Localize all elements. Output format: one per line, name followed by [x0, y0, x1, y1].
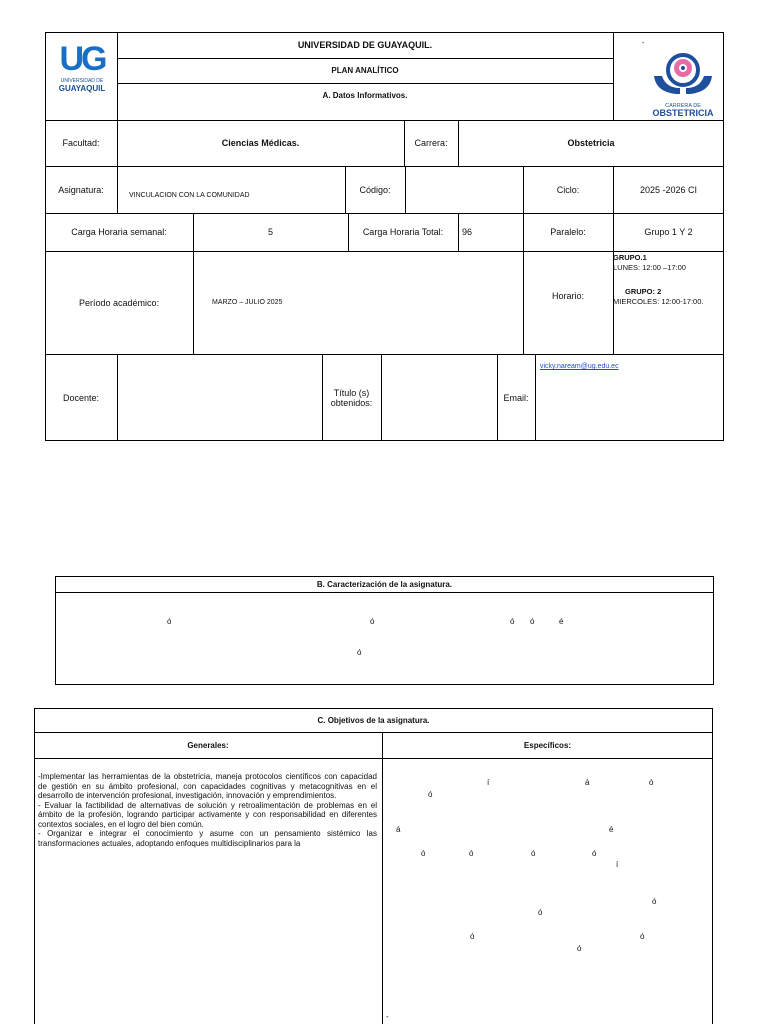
accent-mark: á [585, 778, 590, 787]
titulo-value [381, 354, 497, 441]
docente-value [117, 354, 322, 441]
accent-mark: í [487, 778, 490, 787]
asignatura-label: Asignatura: [58, 184, 104, 195]
accent-mark: é [559, 617, 564, 626]
accent-mark: ó [538, 908, 543, 917]
ug-logo: UG UNIVERSIDAD DE GUAYAQUIL [50, 42, 114, 108]
carrera-label: Carrera: [414, 138, 448, 148]
codigo-value [405, 166, 523, 213]
accent-mark: ó [357, 648, 362, 657]
accent-mark: ó [370, 617, 375, 626]
horario-label: Horario: [551, 291, 584, 301]
especificos-header: Específicos: [523, 740, 572, 750]
obstetricia-logo: CARRERA DE OBSTETRICIA [646, 46, 720, 118]
carga-semanal-value: 5 [267, 227, 273, 237]
accent-mark: é [609, 825, 614, 834]
accent-mark: ó [649, 778, 654, 787]
asignatura-value: VINCULACION CON LA COMUNIDAD [129, 192, 250, 199]
generales-text [38, 772, 377, 848]
horario-grupo2-time: MIERCOLES: 12:00-17:00. [613, 297, 704, 306]
periodo-value: MARZO – JULIO 2025 [212, 299, 283, 306]
carga-semanal-label: Carga Horaria semanal: [71, 227, 167, 237]
horario-value [613, 253, 723, 353]
generales-paragraph: - Organizar e integrar el conocimiento y asume con un pensamiento sistémico las transformaciones actuales, adoptando enfoques multidisciplinarios para la [38, 829, 377, 848]
accent-mark: ó [167, 617, 172, 626]
accent-mark: ó [510, 617, 515, 626]
accent-mark: ó [592, 849, 597, 858]
accent-mark: ó [530, 617, 535, 626]
carrera-value: Obstetricia [567, 138, 615, 148]
horario-grupo2-title: GRUPO: 2 [625, 287, 662, 296]
carga-total-label: Carga Horaria Total: [362, 227, 444, 237]
ciclo-value: 2025 -2026 CI [639, 184, 698, 195]
accent-mark: ó [531, 849, 536, 858]
paralelo-value: Grupo 1 Y 2 [644, 227, 693, 237]
accent-mark: í [616, 860, 619, 869]
facultad-label: Facultad: [62, 138, 100, 148]
ciclo-label: Ciclo: [556, 184, 580, 195]
section-b-title: B. Caracterización de la asignatura. [316, 579, 453, 589]
accent-mark: á [396, 825, 401, 834]
university-title: UNIVERSIDAD DE GUAYAQUIL. [297, 40, 433, 50]
accent-mark: ó [470, 932, 475, 941]
titulo-label: Título (s) obtenidos: [330, 387, 373, 408]
header-dot: - [642, 40, 645, 47]
section-a-title: A. Datos Informativos. [322, 91, 408, 100]
accent-mark: ó [421, 849, 426, 858]
paralelo-label: Paralelo: [550, 227, 586, 237]
generales-paragraph: - Evaluar la factibilidad de alternativas de solución y retroalimentación de problemas en el ámbito de la profesión, logrando participar activamente y con responsabilidad en diferentes contextos sociales, en el logro del bien común. [38, 800, 377, 829]
accent-mark: ó [577, 944, 582, 953]
periodo-label: Período académico: [78, 297, 160, 308]
facultad-value: Ciencias Médicas. [221, 138, 300, 148]
hands-icon [646, 46, 720, 98]
plan-title: PLAN ANALÍTICO [331, 66, 399, 75]
accent-mark: - [386, 1012, 389, 1021]
accent-mark: ó [652, 897, 657, 906]
section-c-title: C. Objetivos de la asignatura. [317, 715, 430, 725]
ug-logo-mark: UG [59, 40, 105, 78]
horario-grupo1-title: GRUPO.1 [613, 253, 647, 262]
generales-header: Generales: [187, 740, 229, 750]
email-link[interactable]: vicky.naream@ug.edu.ec [540, 363, 619, 370]
generales-paragraph: -Implementar las herramientas de la obstetricia, maneja protocolos científicos con capacidad de gestión en su ámbito profesional, con capacidades cognitivas y metacognitivas en el desarrollo de intervención profesional, investigación, innovación y emprendimientos. [38, 772, 377, 800]
accent-mark: ó [640, 932, 645, 941]
carga-total-value: 96 [462, 227, 473, 237]
email-label: Email: [503, 392, 529, 403]
codigo-label: Código: [359, 184, 391, 195]
docente-label: Docente: [62, 392, 100, 403]
horario-grupo1-time: LUNES: 12:00 –17:00 [613, 263, 686, 272]
accent-mark: ó [428, 790, 433, 799]
accent-mark: ó [469, 849, 474, 858]
